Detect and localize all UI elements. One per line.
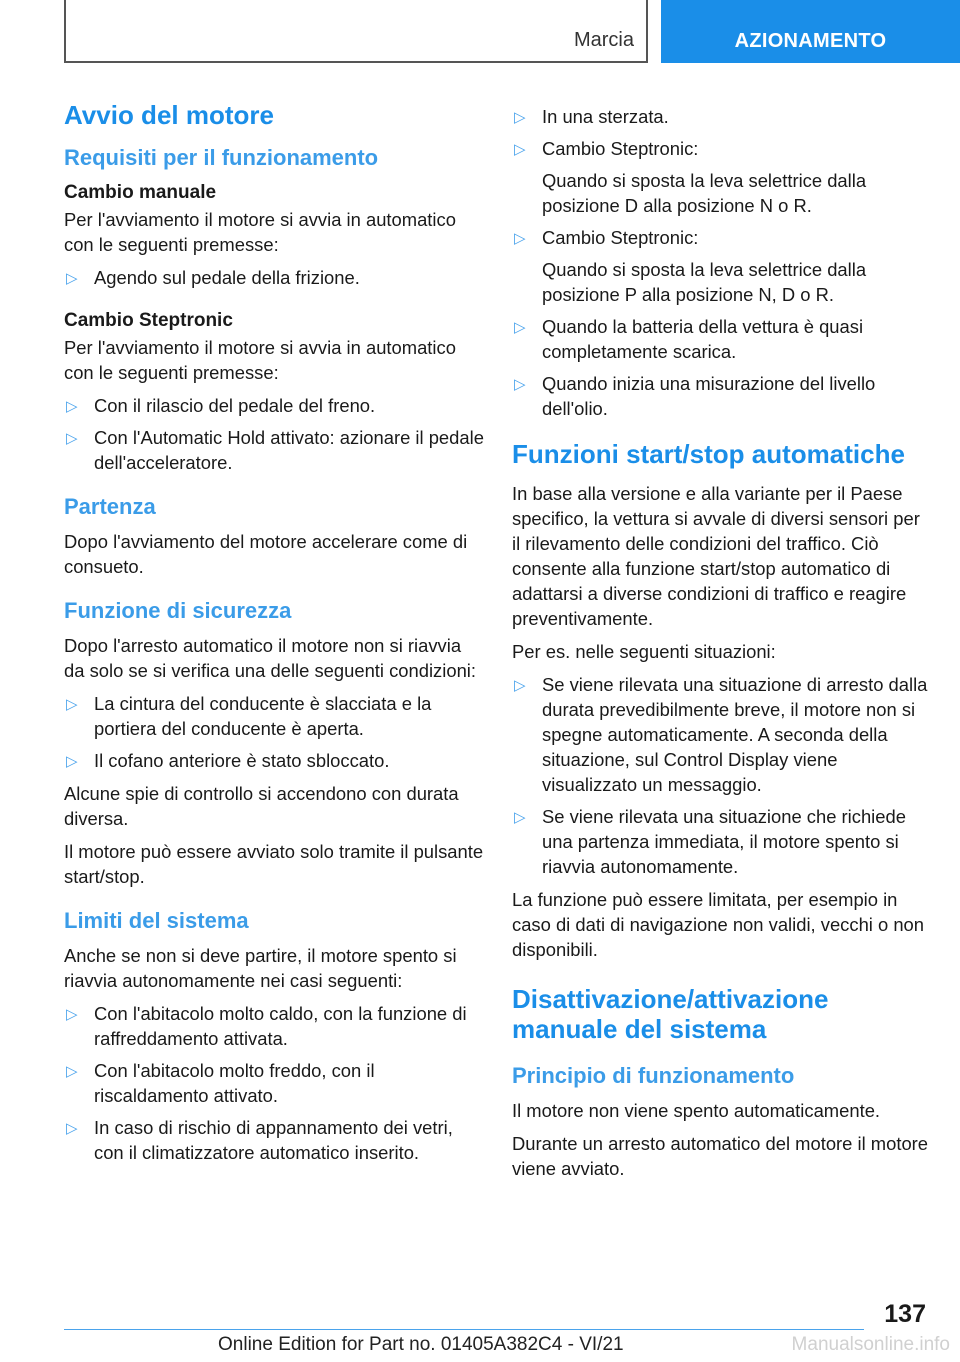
section-title: Avvio del motore — [64, 100, 274, 130]
breadcrumb[interactable]: Marcia — [573, 29, 634, 51]
list-item: ▷ Con il rilascio del pedale del freno. — [64, 393, 484, 418]
bullet-triangle-icon: ▷ — [514, 319, 526, 336]
steptronic-list — [64, 393, 484, 475]
safety-text: Dopo l'arresto automatico il motore non si riavvia da solo se si verifica una delle seguenti condizioni: — [64, 635, 476, 681]
section-tab[interactable] — [661, 0, 960, 63]
edition-text: Online Edition for Part no. 01405A382C4 - VI/21 — [218, 1334, 624, 1355]
watermark: Manualsonline.info — [791, 1334, 950, 1355]
manual-text: Per l'avviamento il motore si avvia in automatico con le seguenti premesse: — [64, 209, 456, 255]
list-item: ▷ Con l'abitacolo molto caldo, con la funzione di raffreddamento attivata. — [66, 1003, 467, 1049]
bullet-triangle-icon: ▷ — [66, 398, 78, 415]
limits-heading: Limiti del sistema — [64, 908, 249, 933]
list-item-detail: Quando si sposta la leva selettrice dalla posizione D alla posizione N o R. — [542, 170, 867, 216]
left-column — [64, 100, 484, 1173]
safety-list — [64, 691, 484, 773]
bullet-triangle-icon: ▷ — [514, 230, 526, 247]
manual-gearbox-heading: Cambio manuale — [64, 182, 217, 203]
list-item: ▷ Agendo sul pedale della frizione. — [64, 265, 484, 290]
header-breadcrumb-box — [64, 0, 648, 63]
list-item: ▷ In caso di rischio di appannamento dei vetri, con il climatizzatore automatico inserito. — [66, 1117, 453, 1163]
page-number: 137 — [884, 1300, 926, 1328]
list-item: ▷ Con l'abitacolo molto freddo, con il riscaldamento attivato. — [66, 1060, 375, 1106]
auto-text-2: Per es. nelle seguenti situazioni: — [512, 641, 776, 662]
bullet-triangle-icon: ▷ — [66, 1006, 78, 1023]
requirements-heading: Requisiti per il funzionamento — [64, 145, 379, 170]
bullet-triangle-icon: ▷ — [514, 141, 526, 158]
steptronic-text: Per l'avviamento il motore si avvia in automatico con le seguenti premesse: — [64, 337, 456, 383]
list-item: ▷ In una sterzata. — [512, 104, 932, 129]
bullet-triangle-icon: ▷ — [514, 677, 526, 694]
section-tab-label: AZIONAMENTO — [734, 30, 887, 52]
bullet-triangle-icon: ▷ — [66, 1120, 78, 1137]
bullet-triangle-icon: ▷ — [66, 430, 78, 447]
bullet-triangle-icon: ▷ — [514, 109, 526, 126]
list-item: ▷ Cambio Steptronic: Quando si sposta la leva selettrice dalla posizione D alla posizione N o R. — [512, 136, 932, 218]
list-item: ▷ Se viene rilevata una situazione che richiede una partenza immediata, il motore spento si riavvia autonomamente. — [514, 806, 906, 877]
auto-list — [512, 672, 932, 879]
list-item: ▷ Il cofano anteriore è stato sbloccato. — [64, 748, 484, 773]
partenza-heading: Partenza — [64, 494, 156, 519]
manual-toggle-heading: Disattivazione/attivazione manuale del sistema — [512, 984, 829, 1044]
bullet-triangle-icon: ▷ — [514, 376, 526, 393]
manual-list — [64, 265, 484, 290]
principle-text: Il motore non viene spento automaticamente. — [512, 1100, 881, 1121]
bullet-triangle-icon: ▷ — [66, 753, 78, 770]
auto-start-stop-heading: Funzioni start/stop automatiche — [512, 439, 905, 469]
list-item: ▷ Con l'Automatic Hold attivato: azionare il pedale dell'acceleratore. — [66, 427, 484, 473]
footer-divider — [64, 1329, 864, 1330]
bullet-triangle-icon: ▷ — [514, 809, 526, 826]
right-column — [512, 104, 932, 1189]
list-item: ▷ Cambio Steptronic: Quando si sposta la leva selettrice dalla posizione P alla posizione N, D o R. — [512, 225, 932, 307]
partenza-text: Dopo l'avviamento del motore accelerare come di consueto. — [64, 531, 468, 577]
bullet-triangle-icon: ▷ — [66, 270, 78, 287]
principle-heading: Principio di funzionamento — [512, 1063, 795, 1088]
limits-list — [64, 1001, 484, 1165]
list-item: ▷ Se viene rilevata una situazione di arresto dalla durata prevedibilmente breve, il motore non si spegne automaticamente. A seconda della situazione, sul Control Display viene visualizzato un messaggio. — [514, 674, 928, 795]
safety-text-2: Alcune spie di controllo si accendono con durata diversa. — [64, 783, 459, 829]
bullet-triangle-icon: ▷ — [66, 696, 78, 713]
list-item-detail: Quando si sposta la leva selettrice dalla posizione P alla posizione N, D o R. — [542, 259, 867, 305]
steptronic-heading: Cambio Steptronic — [64, 310, 233, 331]
safety-heading: Funzione di sicurezza — [64, 598, 292, 623]
limits-text: Anche se non si deve partire, il motore spento si riavvia autonomamente nei casi seguenti: — [64, 945, 457, 991]
conditions-list — [512, 104, 932, 421]
principle-text-2: Durante un arresto automatico del motore il motore viene avviato. — [512, 1133, 929, 1179]
list-item: ▷ Quando inizia una misurazione del livello dell'olio. — [514, 373, 876, 419]
safety-text-3: Il motore può essere avviato solo tramite il pulsante start/stop. — [64, 841, 484, 887]
auto-text-3: La funzione può essere limitata, per esempio in caso di dati di navigazione non validi, vecchi o non disponibili. — [512, 889, 925, 960]
bullet-triangle-icon: ▷ — [66, 1063, 78, 1080]
list-item: ▷ La cintura del conducente è slacciata e la portiera del conducente è aperta. — [66, 693, 432, 739]
auto-text: In base alla versione e alla variante per il Paese specifico, la vettura si avvale di diversi sensori per il rilevamento delle condizioni del traffico. Ciò consente alla funzione start/stop automatico di adattarsi a diverse condizioni di traffico e reagire preventivamente. — [512, 483, 920, 629]
list-item: ▷ Quando la batteria della vettura è quasi completamente scarica. — [514, 316, 864, 362]
